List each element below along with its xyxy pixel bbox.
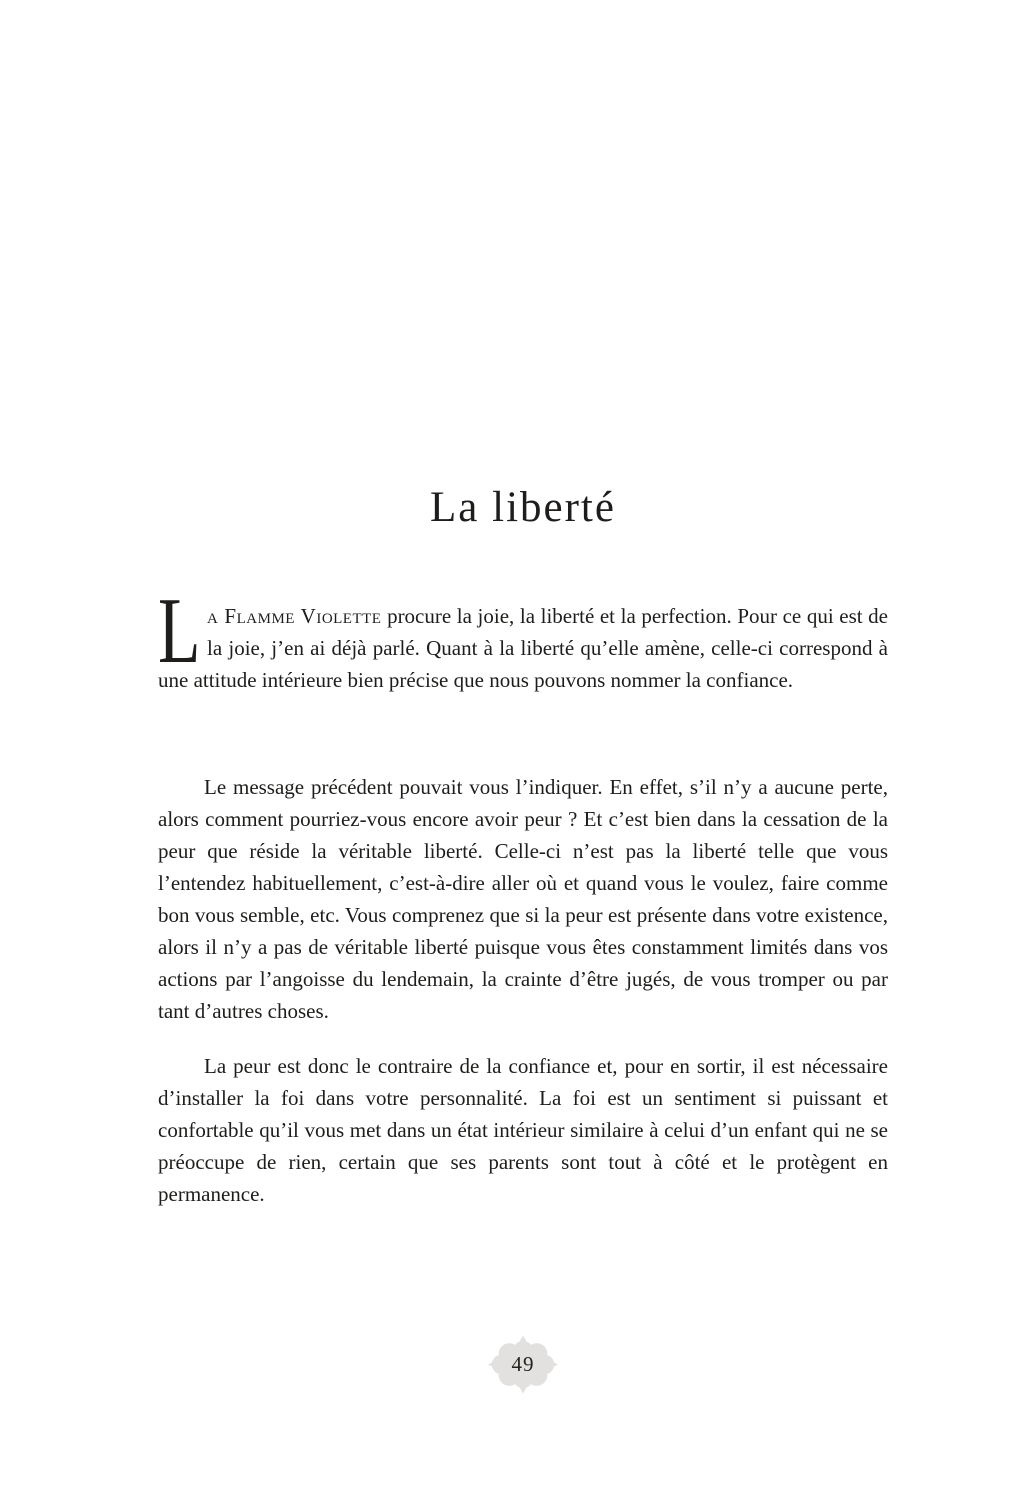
paragraph-1-text: procure la joie, la liberté et la perfection. Pour ce qui est de la joie, j’en ai déjà parlé. Quant à la liberté qu’elle amène, celle-ci correspond à une attitude intérieure bien précise que nous pouvons nommer la confiance. bbox=[158, 604, 888, 692]
paragraph-2: Le message précédent pouvait vous l’indiquer. En effet, s’il n’y a aucune perte, alors comment pourriez-vous encore avoir peur ? Et c’est bien dans la cessation de la peur que réside la véritable liberté. Celle-ci n’est pas la liberté telle que vous l’entendez habituellement, c’est-à-dire aller où et quand vous le voulez, faire comme bon vous semble, etc. Vous comprenez que si la peur est présente dans votre existence, alors il n’y a pas de véritable liberté puisque vous êtes constamment limités dans vos actions par l’angoisse du lendemain, la crainte d’être jugés, de vous tromper ou par tant d’autres choses. bbox=[158, 775, 888, 1023]
drop-cap: L bbox=[158, 579, 201, 683]
page-number-ornament bbox=[477, 1334, 569, 1395]
chapter-title: La liberté bbox=[430, 484, 616, 531]
body-text bbox=[158, 579, 888, 1210]
page-footer bbox=[158, 1334, 888, 1395]
page-number: 49 bbox=[511, 1351, 535, 1376]
lead-small-caps: a Flamme Violette bbox=[207, 604, 382, 628]
paragraph-3: La peur est donc le contraire de la confiance et, pour en sortir, il est nécessaire d’installer la foi dans votre personnalité. La foi est un sentiment si puissant et confortable qu’il vous met dans un état intérieur similaire à celui d’un enfant qui ne se préoccupe de rien, certain que ses parents sont tout à côté et le protègent en permanence. bbox=[158, 1054, 888, 1206]
paragraph-1 bbox=[158, 579, 888, 696]
